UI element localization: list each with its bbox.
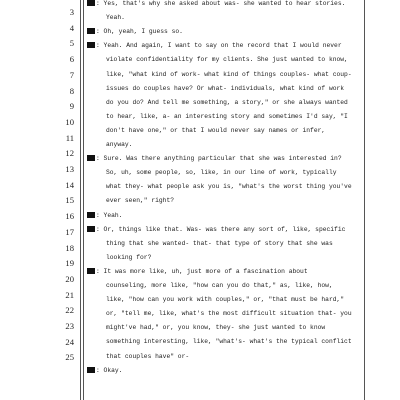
redacted-speaker-block — [87, 212, 95, 218]
line-text: something interesting, like, "what's- what's the typical conflict — [106, 338, 352, 346]
line-text: : It was more like, uh, just more of a fascination about — [96, 267, 308, 275]
redacted-speaker-block — [87, 367, 95, 373]
line-text: : Oh, yeah, I guess so. — [96, 28, 183, 36]
line-text: or, "tell me, like, what's the most difficult situation that- you — [106, 310, 352, 318]
line-number: 8 — [69, 85, 74, 96]
continuation-line — [106, 282, 382, 290]
speaker-line — [87, 28, 363, 36]
line-number: 11 — [65, 132, 74, 143]
continuation-line — [106, 254, 382, 262]
left-margin-rule — [80, 0, 81, 400]
continuation-line — [106, 240, 382, 248]
left-margin-rule-inner — [83, 0, 84, 400]
continuation-line — [106, 169, 382, 177]
line-number: 25 — [65, 352, 74, 363]
line-text: violate confidentiality for my clients. She just wanted to know, — [106, 56, 348, 64]
line-number: 21 — [65, 289, 74, 300]
line-text: : Sure. Was there anything particular that she was interested in? — [96, 155, 342, 163]
continuation-line — [106, 296, 382, 304]
continuation-line — [106, 183, 382, 191]
line-text: Yeah. — [106, 14, 125, 22]
line-number: 5 — [69, 38, 74, 49]
redacted-speaker-block — [87, 155, 95, 161]
continuation-line — [106, 71, 382, 79]
continuation-line — [106, 56, 382, 64]
continuation-line — [106, 127, 382, 135]
line-text: do you do? And tell me something, a story," or she always wanted — [106, 98, 348, 106]
continuation-line — [106, 197, 382, 205]
line-number: 14 — [65, 179, 74, 190]
redacted-speaker-block — [87, 268, 95, 274]
line-text: : Okay. — [96, 366, 123, 374]
line-number: 12 — [65, 148, 74, 159]
continuation-line — [106, 14, 382, 22]
line-text: like, "what kind of work- what kind of things couples- what coup- — [106, 70, 352, 78]
line-text: : Yes, that's why she asked about was- she wanted to hear stories. — [96, 0, 346, 7]
speaker-line — [87, 226, 363, 234]
line-text: that couples have" or- — [106, 352, 190, 360]
line-text: : Or, things like that. Was- was there any sort of, like, specific — [96, 225, 346, 233]
line-number: 16 — [65, 211, 74, 222]
line-text: looking for? — [106, 253, 152, 261]
redacted-speaker-block — [87, 226, 95, 232]
line-number: 3 — [69, 7, 74, 17]
continuation-line — [106, 310, 382, 318]
line-number: 23 — [65, 321, 74, 331]
line-text: anyway. — [106, 141, 133, 148]
line-number: 10 — [65, 116, 74, 127]
line-number: 4 — [69, 22, 74, 33]
speaker-line — [87, 155, 363, 163]
continuation-line — [106, 99, 382, 107]
continuation-line — [106, 113, 382, 121]
line-number: 13 — [65, 164, 74, 174]
redacted-speaker-block — [87, 28, 95, 34]
continuation-line — [106, 141, 382, 149]
line-number: 24 — [65, 336, 74, 347]
line-number: 18 — [65, 242, 74, 253]
line-text: So, uh, some people, so, like, in our line of work, typically — [106, 169, 337, 177]
line-text: what they- what people ask you is, "what's the worst thing you've — [106, 183, 352, 191]
speaker-line — [87, 367, 363, 375]
line-text: : Yeah. And again, I want to say on the record that I would never — [96, 42, 342, 50]
line-text: ever seen," right? — [106, 197, 175, 205]
line-text: issues do couples have? Or what- individuals, what kind of work — [106, 84, 345, 92]
line-number: 15 — [65, 195, 74, 206]
line-number: 17 — [65, 226, 74, 237]
line-text: don't have one," or that I would never say names or infer, — [106, 126, 326, 134]
continuation-line — [106, 324, 382, 332]
speaker-line — [87, 212, 363, 220]
line-text: might've had," or, you know, they- she just wanted to know — [106, 324, 326, 332]
line-number: 20 — [65, 273, 74, 284]
line-text: counseling, more like, "how can you do that," as, like, how, — [106, 282, 333, 289]
line-text: like, "how can you work with couples," or, "that must be hard," — [106, 296, 345, 304]
line-text: to hear, like, a- an interesting story and sometimes I'd say, "I — [106, 112, 348, 120]
line-text: thing that she wanted- that- that type of story that she was — [106, 239, 333, 247]
line-number: 6 — [69, 54, 74, 65]
continuation-line — [106, 353, 382, 361]
speaker-line — [87, 268, 363, 276]
line-number: 9 — [69, 101, 74, 112]
redacted-speaker-block — [87, 42, 95, 48]
speaker-line — [87, 42, 363, 50]
line-number: 7 — [69, 69, 74, 80]
line-number: 19 — [65, 258, 74, 269]
line-number: 22 — [65, 305, 74, 316]
redacted-speaker-block — [87, 0, 95, 6]
line-text: : Yeah. — [96, 211, 123, 219]
continuation-line — [106, 338, 382, 346]
continuation-line — [106, 85, 382, 93]
speaker-line — [87, 0, 363, 8]
